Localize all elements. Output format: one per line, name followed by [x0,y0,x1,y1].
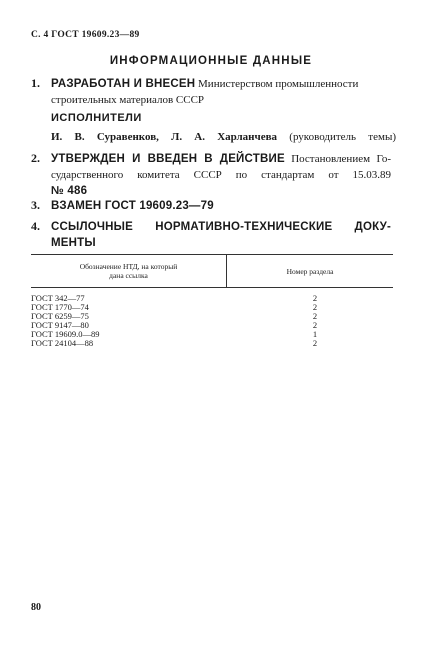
executors-justify [51,131,396,143]
item-replaces [31,197,391,214]
item-line-1 [31,150,391,167]
section-number: 2 [312,311,318,321]
column-header-document [31,255,227,287]
item-caption: ВЗАМЕН ГОСТ 19609.23—79 [51,200,214,212]
reference-table-header [31,254,393,288]
document-designation: ГОСТ 6259—75 [31,311,89,321]
document-designation: ГОСТ 19609.0—89 [31,329,100,339]
executors-role: (руководитель темы) [289,131,396,143]
item-line-2 [31,235,391,251]
item-text-continued: сударственного комитета СССР по стандартам от 15.03.89 [51,169,391,181]
item-number: 2. [31,151,40,165]
item-caption: УТВЕРЖДЕН И ВВЕДЕН В ДЕЙСТВИЕ [51,153,285,165]
item-line-1 [31,218,391,235]
executors-names: И. В. Суравенков, Л. А. Харланчева [51,131,278,143]
executors-line [51,131,396,143]
item-text: Постановлением Го- [291,153,391,165]
item-approved [31,150,391,199]
document-designation: ГОСТ 24104—88 [31,338,94,348]
page-title: ИНФОРМАЦИОННЫЕ ДАННЫЕ [109,55,313,67]
document-designation: ГОСТ 9147—80 [31,320,89,330]
running-head: С. 4 ГОСТ 19609.23—89 [31,30,140,40]
table-row [31,339,393,348]
item-order-number: № 486 [51,185,88,197]
section-number: 2 [312,338,318,348]
item-references [31,218,391,251]
column-header-line: Обозначение НТД, на который [79,262,178,271]
item-caption: ССЫЛОЧНЫЕ НОРМАТИВНО-ТЕХНИЧЕСКИЕ ДОКУ- [51,221,391,233]
document-designation: ГОСТ 1770—74 [31,302,89,312]
column-header-section: Номер раздела [286,266,334,276]
item-number: 1. [31,76,40,90]
section-number: 2 [312,320,318,330]
section-number: 2 [312,293,318,303]
item-number: 3. [31,198,40,212]
item-text: Министерством промышленности [198,78,359,90]
executors-title: ИСПОЛНИТЕЛИ [51,112,142,124]
item-developed [31,75,391,108]
item-caption: РАЗРАБОТАН И ВНЕСЕН [51,78,196,90]
item-number: 4. [31,219,40,233]
reference-table-body [31,294,393,348]
item-caption-continued: МЕНТЫ [51,237,96,249]
item-text-continued: строительных материалов СССР [51,94,205,106]
document-designation: ГОСТ 342—77 [31,293,85,303]
column-header-line: дана ссылка [109,271,148,280]
section-number: 1 [312,329,318,339]
section-number: 2 [312,302,318,312]
item-line-2 [31,167,391,183]
page-number: 80 [31,602,41,613]
